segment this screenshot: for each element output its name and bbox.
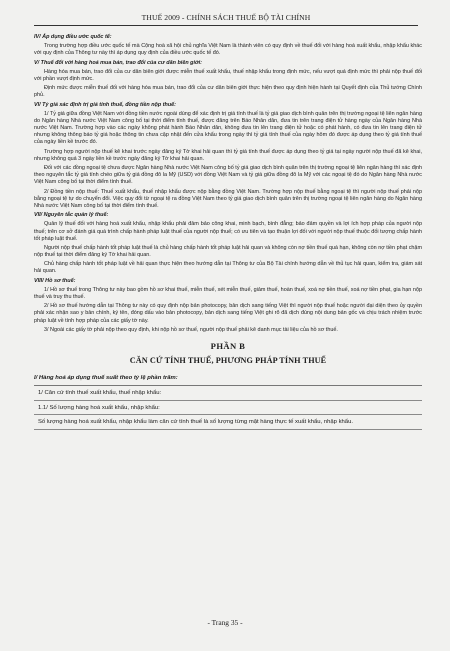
paragraph: Người nộp thuế chấp hành tốt pháp luật thuế là chủ hàng chấp hành tốt pháp luật hải quan và không còn nợ tiền thuế quá hạn, không còn nợ tiền phạt chậm nộp thuế tại thời điểm đăng ký Tờ khai hải quan. xyxy=(34,244,422,259)
running-header: THUẾ 2009 - CHÍNH SÁCH THUẾ BỘ TÀI CHÍNH xyxy=(34,0,418,26)
paragraph: Đối với các đồng ngoại tệ chưa được Ngân hàng Nhà nước Việt Nam công bố tỷ giá giao dịch bình quân trên thị trường ngoại tệ liên ngân hàng thì xác định theo nguyên tắc tỷ giá tính chéo giữa tỷ giá đồng đô la Mỹ (USD) với đồng Việt Nam và tỷ giá giữa đồng đô la Mỹ với các ngoại tệ đó do Ngân hàng Nhà nước Việt Nam công bố tại thời điểm tính thuế. xyxy=(34,165,422,186)
section-b-line: 1.1/ Số lượng hàng hoá xuất khẩu, nhập khẩu: xyxy=(34,404,422,416)
section-b-line: 1/ Căn cứ tính thuế xuất khẩu, thuế nhập khẩu: xyxy=(34,389,422,401)
part-heading-block xyxy=(34,341,422,365)
section-heading: V/ Thuế đối với hàng hoá mua bán, trao đổi của cư dân biên giới: xyxy=(34,59,202,66)
part-title: PHẦN B xyxy=(210,340,246,351)
paragraph: 1/ Tỷ giá giữa đồng Việt Nam với đồng tiền nước ngoài dùng để xác định trị giá tính thuế là tỷ giá giao dịch bình quân trên thị trường ngoại tệ liên ngân hàng do Ngân hàng Nhà nước Việt Nam công bố tại thời điểm tính thuế, được đăng trên Báo Nhân dân, đưa tin trên trang điện tử hàng ngày của Ngân hàng Nhà nước Việt Nam. Trường hợp vào các ngày không phát hành Báo Nhân dân, không đưa tin lên trang điện tử hoặc có phát hành, có đưa tin lên trang điện tử nhưng không thông báo tỷ giá hoặc thông tin chưa cập nhật đến cửa khẩu trong ngày thì tỷ giá tính thuế của ngày hôm đó được áp dụng theo tỷ giá tính thuế của ngày liền kề trước đó. xyxy=(34,110,422,146)
section-heading: IV/ Áp dụng điều ước quốc tế: xyxy=(34,34,112,40)
part-subtitle: CĂN CỨ TÍNH THUẾ, PHƯƠNG PHÁP TÍNH THUẾ xyxy=(129,355,327,365)
paragraph: Trường hợp người nộp thuế kê khai trước ngày đăng ký Tờ khai hải quan thì tỷ giá tính thuế được áp dụng theo tỷ giá tại ngày người nộp thuế đã kê khai, nhưng không quá 3 ngày liền kề trước ngày đăng ký Tờ khai hải quan. xyxy=(34,148,422,162)
body-text xyxy=(34,34,422,334)
paragraph: Quản lý thuế đối với hàng hoá xuất khẩu, nhập khẩu phải đảm bảo công khai, minh bạch, bình đẳng; bảo đảm quyền và lợi ích hợp pháp của người nộp thuế; trên cơ sở đánh giá quá trình chấp hành pháp luật thuế của người nộp thuế; có ưu tiên và tạo thuận lợi đối với người nộp thuế thuộc đối tượng chấp hành tốt pháp luật thuế. xyxy=(34,221,422,242)
paragraph: Hàng hóa mua bán, trao đổi của cư dân biên giới được miễn thuế xuất khẩu, thuế nhập khẩu trong định mức, nếu vượt quá định mức thì phải nộp thuế đối với phần vượt định mức. xyxy=(34,68,422,82)
section-b-heading: I/ Hàng hoá áp dụng thuế suất theo tỷ lệ phần trăm: xyxy=(34,375,422,386)
paragraph: 2/ Hồ sơ thuế hướng dẫn tại Thông tư này có quy định nộp bản photocopy, bản dịch sang tiếng Việt thì người nộp thuế hoặc người đại diện theo ủy quyền phải xác nhận sao y bản chính, ký tên, đóng dấu vào bản photocopy, bản dịch sang tiếng Việt ghi rõ đã dịch đúng nội dung bản gốc và chịu trách nhiệm trước pháp luật về tính hợp pháp của các giấy tờ này. xyxy=(34,303,422,324)
section-heading: VIII/ Hồ sơ thuế: xyxy=(34,277,76,284)
paragraph: 1/ Hồ sơ thuế trong Thông tư này bao gồm hồ sơ khai thuế, miễn thuế, xét miễn thuế, giảm thuế, hoàn thuế, xoá nợ tiền thuế, xoá nợ tiền phạt, gia hạn nộp thuế và truy thu thuế. xyxy=(34,286,422,300)
paragraph: 3/ Ngoài các giấy tờ phải nộp theo quy định, khi nộp hồ sơ thuế, người nộp thuế phải kê danh mục tài liệu của hồ sơ thuế. xyxy=(44,326,338,333)
paragraph: Định mức được miễn thuế đối với hàng hóa mua bán, trao đổi của cư dân biên giới thực hiện theo quy định hiện hành tại Quyết định của Thủ tướng Chính phủ. xyxy=(34,85,422,99)
section-b-line: Số lượng hàng hoá xuất khẩu, nhập khẩu làm căn cứ tính thuế là số lượng từng mặt hàng thực tế xuất khẩu, nhập khẩu. xyxy=(34,418,422,430)
section-b xyxy=(34,375,422,430)
paragraph: 2/ Đồng tiền nộp thuế: Thuế xuất khẩu, thuế nhập khẩu được nộp bằng đồng Việt Nam. Trường hợp nộp thuế bằng ngoại tệ thì người nộp thuế phải nộp bằng ngoại tệ tự do chuyển đổi. Việc quy đổi từ ngoại tệ ra đồng Việt Nam theo tỷ giá giao dịch bình quân trên thị trường ngoại tệ liên ngân hàng do Ngân hàng Nhà nước Việt Nam công bố tại thời điểm tính thuế. xyxy=(34,188,422,209)
paragraph: Chủ hàng chấp hành tốt pháp luật về hải quan thực hiện theo hướng dẫn tại Thông tư của Bộ Tài chính hướng dẫn về thủ tục hải quan, kiểm tra, giám sát hải quan. xyxy=(34,261,422,275)
section-heading: VII/ Nguyên tắc quản lý thuế: xyxy=(34,212,109,219)
paragraph: Trong trường hợp điều ước quốc tế mà Cộng hoà xã hội chủ nghĩa Việt Nam là thành viên có quy định về thuế đối với hàng hoá xuất khẩu, nhập khẩu khác với quy định của Thông tư này thì áp dụng quy định của điều ước quốc tế đó. xyxy=(34,43,422,57)
section-heading: VI/ Tỷ giá xác định trị giá tính thuế, đồng tiền nộp thuế: xyxy=(34,101,176,108)
page-number: - Trang 35 - xyxy=(207,618,243,627)
